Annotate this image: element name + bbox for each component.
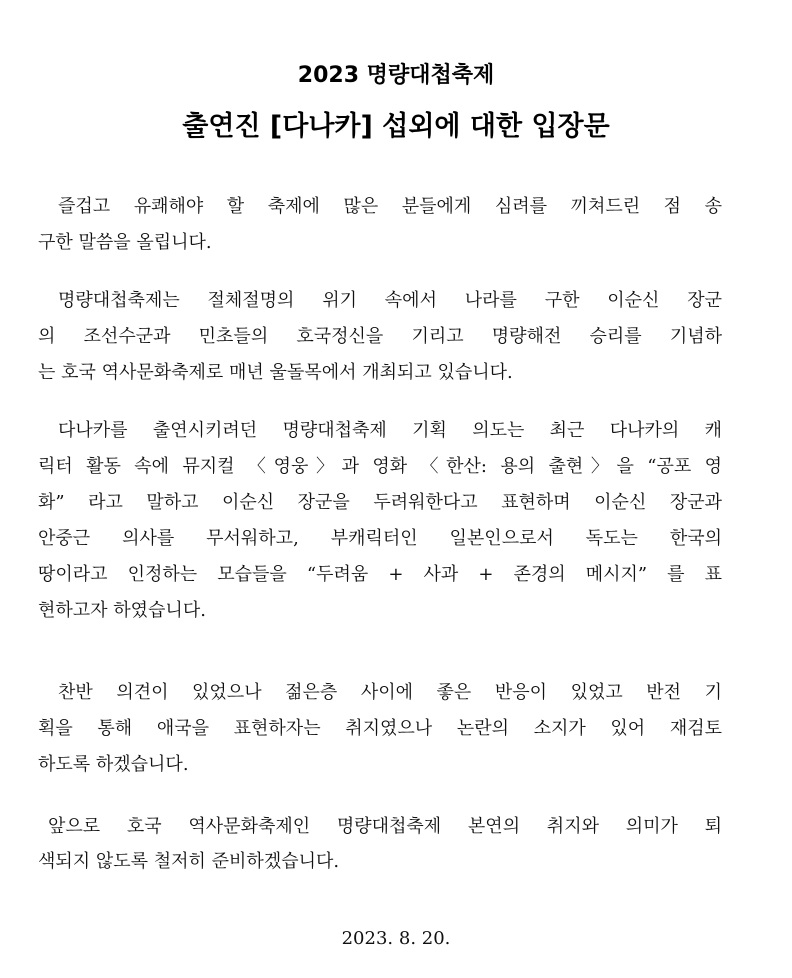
text-line: 명량대첩축제는 절체절명의 위기 속에서 나라를 구한 이순신 장군 [58, 290, 722, 311]
text-line: 현하고자 하였습니다. [38, 600, 206, 621]
document-title: 2023 명량대첩축제 [297, 63, 495, 88]
document-date: 2023. 8. 20. [341, 928, 451, 949]
text-line: 앞으로 호국 역사문화축제인 명량대첩축제 본연의 취지와 의미가 퇴 [48, 816, 722, 837]
text-line: 다나카를 출연시키려던 명량대첩축제 기획 의도는 최근 다나카의 캐 [58, 420, 722, 441]
text-line: 구한 말씀을 올립니다. [38, 232, 212, 253]
text-line: 하도록 하겠습니다. [38, 754, 189, 775]
document-subtitle: 출연진 [다나카] 섭외에 대한 입장문 [182, 111, 610, 142]
text-line: 화” 라고 말하고 이순신 장군을 두려워한다고 표현하며 이순신 장군과 [38, 492, 722, 513]
text-line: 의 조선수군과 민초들의 호국정신을 기리고 명량해전 승리를 기념하 [38, 326, 722, 347]
text-line: 안중근 의사를 무서워하고, 부캐릭터인 일본인으로서 독도는 한국의 [38, 528, 722, 549]
text-line: 획을 통해 애국을 표현하자는 취지였으나 논란의 소지가 있어 재검토 [38, 718, 722, 739]
text-line: 는 호국 역사문화축제로 매년 울돌목에서 개최되고 있습니다. [38, 362, 513, 383]
text-line: 땅이라고 인정하는 모습들을 “두려움 + 사과 + 존경의 메시지” 를 표 [38, 564, 722, 585]
text-line: 릭터 활동 속에 뮤지컬 〈영웅〉과 영화 〈한산: 용의 출현〉을 “공포 영 [38, 456, 722, 477]
text-line: 색되지 않도록 철저히 준비하겠습니다. [38, 851, 340, 872]
text-line: 찬반 의견이 있었으나 젊은층 사이에 좋은 반응이 있었고 반전 기 [58, 682, 722, 703]
text-line: 즐겁고 유쾌해야 할 축제에 많은 분들에게 심려를 끼쳐드린 점 송 [58, 196, 722, 217]
